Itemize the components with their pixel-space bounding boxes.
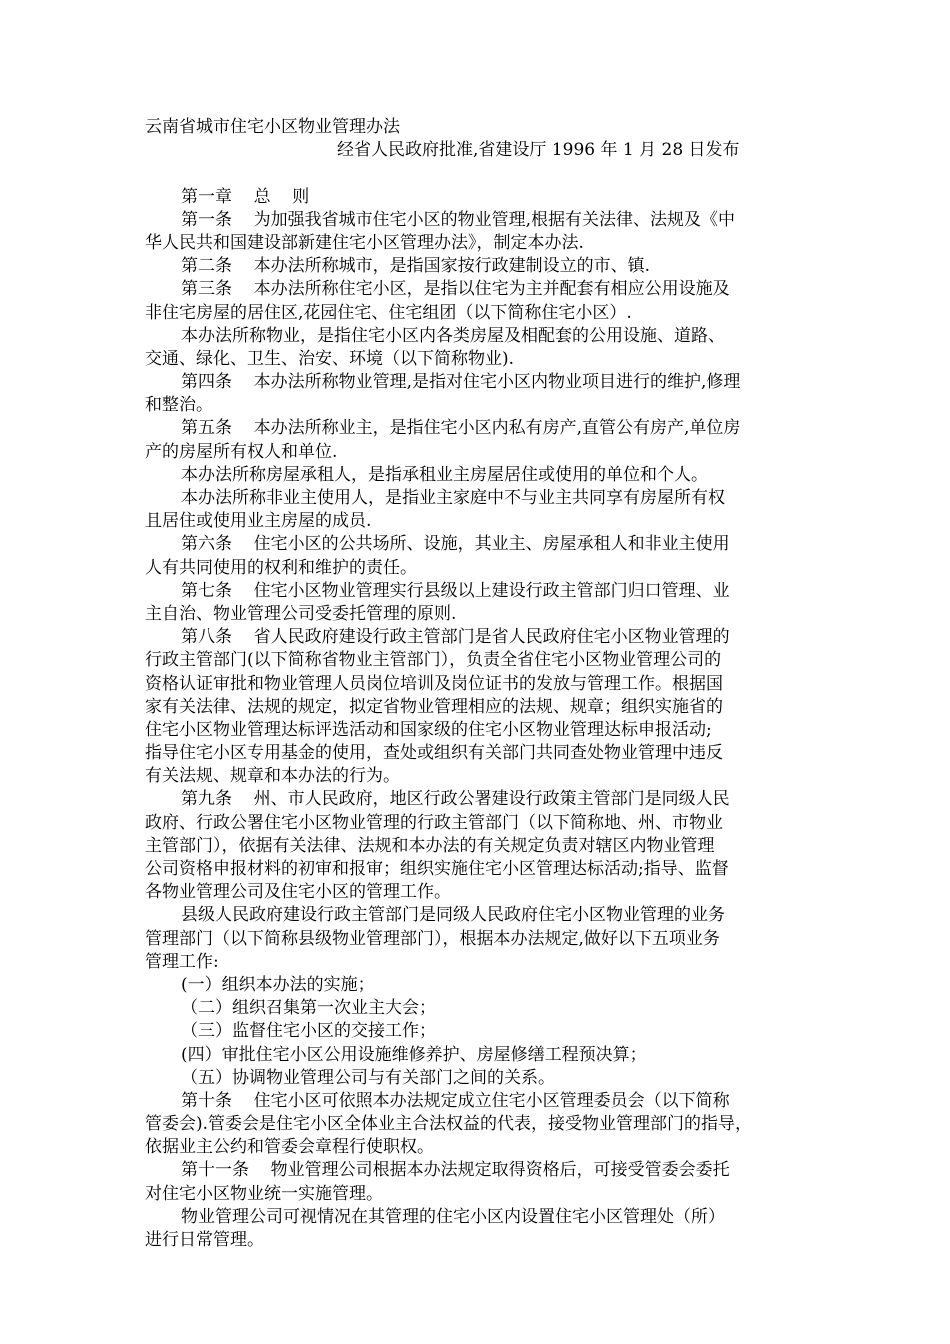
text-line: 对住宅小区物业统一实施管理。 bbox=[145, 1183, 383, 1204]
text-line: 本办法所称房屋承租人，是指承租业主房屋居住或使用的单位和个人。 bbox=[181, 464, 708, 485]
text-line: 进行日常管理。 bbox=[145, 1230, 264, 1250]
document-title: 云南省城市住宅小区物业管理办法 bbox=[145, 117, 400, 137]
text-line: 第四条 本办法所称物业管理,是指对住宅小区内物业项目进行的维护,修理 bbox=[181, 372, 741, 393]
text-line: 第三条 本办法所称住宅小区，是指以住宅为主并配套有相应公用设施及 bbox=[181, 279, 730, 300]
text-line: 公司资格申报材料的初审和报审；组织实施住宅小区管理达标活动;指导、监督 bbox=[145, 859, 729, 879]
blank-line bbox=[145, 162, 815, 185]
text-line: 行政主管部门(以下简称省物业主管部门），负责全省住宅小区物业管理公司的 bbox=[145, 650, 722, 671]
text-line: 管理工作: bbox=[145, 951, 219, 972]
text-line: 第五条 本办法所称业主，是指住宅小区内私有房产,直管公有房产,单位房 bbox=[181, 418, 741, 439]
text-line: （三）监督住宅小区的交接工作； bbox=[181, 1021, 436, 1042]
text-line: 第二条 本办法所称城市，是指国家按行政建制设立的市、镇. bbox=[181, 256, 651, 277]
text-line: 第十一条 物业管理公司根据本办法规定取得资格后，可接受管委会委托 bbox=[181, 1160, 730, 1181]
text-line: 有关法规、规章和本办法的行为。 bbox=[145, 766, 400, 787]
text-line: 且居住或使用业主房屋的成员. bbox=[145, 511, 372, 532]
text-line: （五）协调物业管理公司与有关部门之间的关系。 bbox=[181, 1067, 555, 1088]
text-line: 第一章 总 则 bbox=[181, 186, 310, 207]
text-line: 产的房屋所有权人和单位. bbox=[145, 441, 338, 462]
text-line: (四）审批住宅小区公用设施维修养护、房屋修缮工程预决算； bbox=[181, 1044, 647, 1065]
text-line: 人有共同使用的权利和维护的责任。 bbox=[145, 557, 417, 578]
text-line: 管理部门（以下简称县级物业管理部门），根据本办法规定,做好以下五项业务 bbox=[145, 928, 720, 949]
text-line: 物业管理公司可视情况在其管理的住宅小区内设置住宅小区管理处（所） bbox=[181, 1206, 725, 1227]
text-line: 第九条 州、市人民政府，地区行政公署建设行政策主管部门是同级人民 bbox=[181, 789, 730, 810]
text-line: 管委会).管委会是住宅小区全体业主合法权益的代表，接受物业管理部门的指导， bbox=[145, 1114, 753, 1135]
text-line: 指导住宅小区专用基金的使用，查处或组织有关部门共同查处物业管理中违反 bbox=[145, 743, 723, 764]
text-line: 各物业管理公司及住宅小区的管理工作。 bbox=[145, 882, 451, 903]
text-line: 住宅小区物业管理达标评选活动和国家级的住宅小区物业管理达标申报活动; bbox=[145, 719, 712, 740]
text-line: (一）组织本办法的实施； bbox=[181, 974, 375, 995]
document-subtitle: 经省人民政府批准,省建设厅 1996 年 1 月 28 日发布 bbox=[337, 140, 740, 161]
text-line: 本办法所称物业，是指住宅小区内各类房屋及相配套的公用设施、道路、 bbox=[181, 325, 725, 346]
text-line: 和整治。 bbox=[145, 395, 213, 416]
text-line: 非住宅房屋的居住区,花园住宅、住宅组团（以下简称住宅小区）. bbox=[145, 302, 632, 323]
document-lines bbox=[145, 186, 815, 1253]
text-line: 主管部门），依据有关法律、法规和本办法的有关规定负责对辖区内物业管理 bbox=[145, 835, 715, 856]
text-line: 第八条 省人民政府建设行政主管部门是省人民政府住宅小区物业管理的 bbox=[181, 627, 730, 648]
text-line: 主自治、物业管理公司受委托管理的原则. bbox=[145, 603, 457, 624]
text-line: 第七条 住宅小区物业管理实行县级以上建设行政主管部门归口管理、业 bbox=[181, 580, 730, 601]
text-line: 家有关法律、法规的规定，拟定省物业管理相应的法规、规章；组织实施省的 bbox=[145, 696, 723, 717]
document-body bbox=[145, 116, 815, 1252]
text-line: 资格认证审批和物业管理人员岗位培训及岗位证书的发放与管理工作。根据国 bbox=[145, 673, 723, 694]
text-line: 交通、绿化、卫生、治安、环境（以下简称物业). bbox=[145, 348, 515, 369]
text-line: 华人民共和国建设部新建住宅小区管理办法》，制定本办法. bbox=[145, 232, 584, 253]
text-line: 政府、行政公署住宅小区物业管理的行政主管部门（以下简称地、州、市物业 bbox=[145, 812, 723, 833]
text-line: 第一条 为加强我省城市住宅小区的物业管理,根据有关法律、法规及《中 bbox=[181, 209, 736, 230]
text-line: （二）组织召集第一次业主大会； bbox=[181, 998, 436, 1019]
text-line: 依据业主公约和管委会章程行使职权。 bbox=[145, 1137, 434, 1158]
text-line: 第六条 住宅小区的公共场所、设施，其业主、房屋承租人和非业主使用 bbox=[181, 534, 730, 555]
text-line: 本办法所称非业主使用人，是指业主家庭中不与业主共同享有房屋所有权 bbox=[181, 488, 725, 508]
text-line: 第十条 住宅小区可依照本办法规定成立住宅小区管理委员会（以下简称 bbox=[181, 1090, 730, 1111]
text-line: 县级人民政府建设行政主管部门是同级人民政府住宅小区物业管理的业务 bbox=[181, 905, 725, 926]
